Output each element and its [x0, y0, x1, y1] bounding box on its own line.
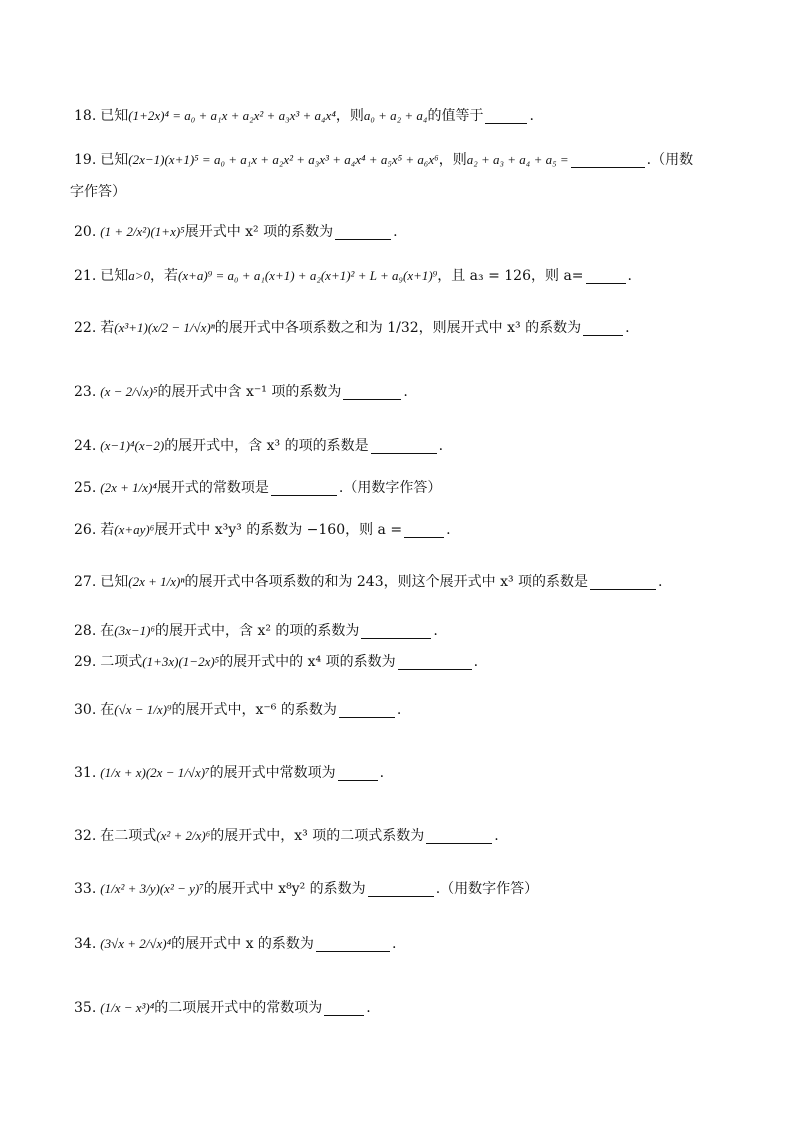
- question-text: 在二项式: [100, 828, 157, 844]
- answer-blank[interactable]: [590, 575, 656, 590]
- answer-blank[interactable]: [271, 481, 337, 496]
- question-number: 24.: [74, 438, 97, 454]
- answer-blank[interactable]: [586, 269, 626, 284]
- question-number: 28.: [74, 623, 97, 639]
- question-tail: .: [446, 522, 451, 538]
- question-text: 的展开式中 x 的系数为: [171, 936, 314, 952]
- answer-blank[interactable]: [426, 829, 492, 844]
- answer-blank[interactable]: [324, 1001, 364, 1016]
- question-tail: .（用数字作答）: [338, 480, 442, 496]
- question-number: 31.: [74, 765, 97, 781]
- math-expression: a₂ + a₃ + a₄ + a₅ =: [466, 152, 569, 167]
- question-35: [74, 998, 734, 1018]
- question-30: [74, 700, 734, 720]
- math-expression: (√x − 1/x)⁹: [114, 702, 172, 717]
- question-number: 20.: [74, 224, 97, 240]
- question-number: 34.: [74, 936, 97, 952]
- question-text: 的值等于: [427, 108, 484, 124]
- question-number: 21.: [74, 268, 97, 284]
- answer-blank[interactable]: [368, 882, 434, 897]
- question-tail: .: [393, 224, 398, 240]
- math-expression: (1/x² + 3/y)(x² − y)⁷: [100, 881, 204, 896]
- question-34: [74, 934, 734, 954]
- question-text: 若: [100, 320, 115, 336]
- question-text: 的展开式中 x⁸y² 的系数为: [203, 881, 366, 897]
- answer-blank[interactable]: [485, 109, 527, 124]
- question-text: 的展开式中各项系数的和为 243，则这个展开式中 x³ 项的系数是: [184, 574, 589, 590]
- question-28: [74, 621, 734, 641]
- math-expression: (2x + 1/x)⁴: [100, 480, 157, 495]
- question-tail: .: [529, 108, 534, 124]
- question-tail: .: [366, 1000, 371, 1016]
- math-expression: a>0: [128, 268, 151, 283]
- question-32: [74, 826, 734, 846]
- math-expression: (2x + 1/x)ⁿ: [128, 574, 185, 589]
- question-text: 展开式的常数项是: [156, 480, 269, 496]
- question-text: 二项式: [100, 654, 143, 670]
- question-text: 的展开式中，含 x³ 的项的系数是: [164, 438, 369, 454]
- answer-blank[interactable]: [343, 385, 401, 400]
- question-21: [74, 266, 734, 286]
- math-expression: (1+3x)(1−2x)⁵: [142, 654, 220, 669]
- question-text: 若: [100, 522, 115, 538]
- question-tail: .: [433, 623, 438, 639]
- math-expression: (3x−1)⁶: [114, 623, 155, 638]
- math-expression: (x+ay)⁶: [114, 522, 155, 537]
- question-31: [74, 763, 734, 783]
- question-text: 的展开式中各项系数之和为 1/32，则展开式中 x³ 的系数为: [214, 320, 582, 336]
- question-text: ，且 a₃ = 126，则 a=: [437, 268, 584, 284]
- question-text: 已知: [100, 108, 129, 124]
- question-tail: .（用数字作答）: [435, 881, 539, 897]
- question-text: ，则: [335, 108, 364, 124]
- question-29: [74, 652, 734, 672]
- question-text: 已知: [100, 152, 129, 168]
- math-expression: (1+2x)⁴ = a₀ + a₁x + a₂x² + a₃x³ + a₄x⁴: [128, 108, 336, 123]
- question-text: 的展开式中常数项为: [209, 765, 336, 781]
- question-text: 的展开式中的 x⁴ 项的系数为: [219, 654, 396, 670]
- question-20: [74, 222, 734, 242]
- math-expression: (x−1)⁴(x−2): [100, 438, 165, 453]
- question-tail: .: [473, 654, 479, 670]
- question-text: 的展开式中，x³ 项的二项式系数为: [210, 828, 425, 844]
- question-text: 的二项展开式中的常数项为: [154, 1000, 323, 1016]
- math-expression: (1 + 2/x²)(1+x)⁵: [100, 224, 185, 239]
- question-text: 的展开式中含 x⁻¹ 项的系数为: [157, 384, 342, 400]
- answer-blank[interactable]: [361, 624, 431, 639]
- answer-blank[interactable]: [338, 766, 378, 781]
- question-number: 35.: [74, 1000, 97, 1016]
- answer-blank[interactable]: [404, 523, 444, 538]
- question-19: [70, 144, 734, 208]
- math-expression: (3√x + 2/√x)⁴: [100, 936, 172, 951]
- question-33: [74, 879, 734, 899]
- answer-blank[interactable]: [335, 225, 391, 240]
- answer-blank[interactable]: [371, 439, 437, 454]
- question-number: 23.: [74, 384, 97, 400]
- question-22: [74, 318, 734, 338]
- question-tail: .: [403, 384, 408, 400]
- question-tail: .: [494, 828, 499, 844]
- question-tail: .: [627, 268, 632, 284]
- answer-blank[interactable]: [571, 153, 645, 168]
- answer-blank[interactable]: [583, 321, 623, 336]
- question-text-continued: 字作答）: [70, 184, 126, 200]
- question-number: 26.: [74, 522, 97, 538]
- question-tail: .（用数: [646, 152, 694, 168]
- question-number: 33.: [74, 881, 97, 897]
- question-number: 30.: [74, 702, 97, 718]
- math-expression: (1/x − x³)⁴: [100, 1000, 155, 1015]
- question-text: 在: [100, 702, 115, 718]
- question-text: 的展开式中，x⁻⁶ 的系数为: [171, 702, 337, 718]
- question-text: 的展开式中，含 x² 的项的系数为: [155, 623, 360, 639]
- question-number: 22.: [74, 320, 97, 336]
- question-tail: .: [438, 438, 444, 454]
- math-expression: (x − 2/√x)⁵: [100, 384, 158, 399]
- question-tail: .: [379, 765, 385, 781]
- question-number: 25.: [74, 480, 97, 496]
- question-26: [74, 520, 734, 540]
- question-text: 已知: [100, 268, 129, 284]
- math-expression: (x+a)⁹ = a₀ + a₁(x+1) + a₂(x+1)² + L + a₉(x+1)⁹: [178, 268, 438, 283]
- question-tail: .: [625, 320, 630, 336]
- question-18: [74, 106, 734, 126]
- math-expression: (2x−1)(x+1)⁵ = a₀ + a₁x + a₂x² + a₃x³ + a₄x⁴ + a₅x⁵ + a₆x⁶: [128, 152, 439, 167]
- question-text: ，则: [438, 152, 467, 168]
- question-tail: .: [391, 936, 397, 952]
- question-number: 19.: [74, 152, 97, 168]
- question-number: 18.: [74, 108, 97, 124]
- math-expression: (x³+1)(x/2 − 1/√x)ⁿ: [114, 320, 215, 335]
- question-text: 已知: [100, 574, 129, 590]
- question-text: 展开式中 x³y³ 的系数为 −160，则 a =: [154, 522, 403, 538]
- question-tail: .: [658, 574, 663, 590]
- question-tail: .: [396, 702, 402, 718]
- question-27: [74, 572, 734, 592]
- question-text: 在: [100, 623, 115, 639]
- math-expression: (x² + 2/x)⁶: [156, 828, 211, 843]
- question-text: 展开式中 x² 项的系数为: [184, 224, 334, 240]
- question-number: 32.: [74, 828, 97, 844]
- answer-blank[interactable]: [316, 937, 390, 952]
- answer-blank[interactable]: [398, 655, 472, 670]
- question-23: [74, 382, 734, 402]
- math-expression: (1/x + x)(2x − 1/√x)⁷: [100, 765, 210, 780]
- question-number: 27.: [74, 574, 97, 590]
- question-25: [74, 478, 734, 498]
- answer-blank[interactable]: [339, 703, 395, 718]
- question-24: [74, 436, 734, 456]
- question-text: ，若: [150, 268, 179, 284]
- question-number: 29.: [74, 654, 97, 670]
- math-expression: a₀ + a₂ + a₄: [363, 108, 428, 123]
